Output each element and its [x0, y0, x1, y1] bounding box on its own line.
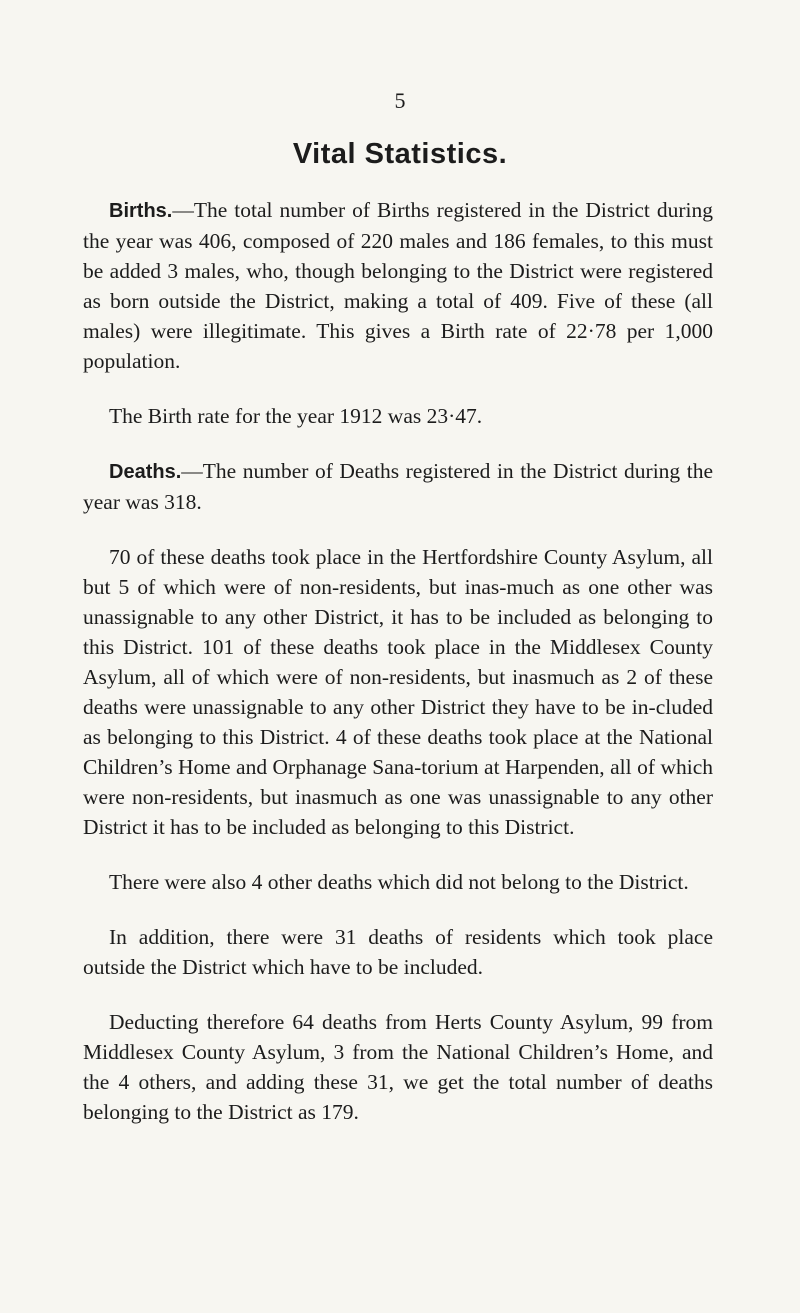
- other-deaths-text: There were also 4 other deaths which did not belong to the District.: [109, 870, 689, 894]
- deaths-run-in-heading: Deaths.: [109, 461, 182, 483]
- paragraph-other-deaths: [83, 867, 713, 897]
- deaths-text: —The number of Deaths registered in the District during the year was 318.: [83, 459, 713, 514]
- birth-rate-1912-text: The Birth rate for the year 1912 was 23·47.: [109, 404, 483, 428]
- paragraph-birth-rate-1912: [83, 401, 713, 431]
- outside-deaths-text: In addition, there were 31 deaths of residents which took place outside the District which have to be included.: [83, 925, 713, 979]
- total-deaths-text: Deducting therefore 64 deaths from Herts County Asylum, 99 from Middlesex County Asylum, 3 from the National Children’s Home, and the 4 others, and adding these 31, we get the total number of deaths belonging to the District as 179.: [83, 1010, 713, 1124]
- asylum-deaths-text: 70 of these deaths took place in the Hertfordshire County Asylum, all but 5 of which were of non-residents, but inas-much as one other was unassignable to any other District, it has to be included as belonging to this District. 101 of these deaths took place in the Middlesex County Asylum, all of which were of non-residents, but inasmuch as 2 of these deaths were unassignable to any other District they have to be in-cluded as belonging to this District. 4 of these deaths took place at the National Children’s Home and Orphanage Sana-torium at Harpenden, all of which were non-residents, but inasmuch as one was unassignable to any other District it has to be included as belonging to this District.: [83, 545, 713, 839]
- paragraph-outside-deaths: [83, 922, 713, 982]
- births-text: —The total number of Births registered in the District during the year was 406, composed of 220 males and 186 females, to this must be added 3 males, who, though belonging to the District were registered as born outside the District, making a total of 409. Five of these (all males) were illegitimate. This gives a Birth rate of 22·78 per 1,000 population.: [83, 198, 713, 373]
- births-run-in-heading: Births.: [109, 200, 173, 222]
- page-number: 5: [394, 88, 406, 113]
- body-text: [83, 195, 713, 1152]
- paragraph-total-deaths: [83, 1007, 713, 1127]
- page-title: Vital Statistics.: [292, 138, 508, 170]
- paragraph-asylum-deaths: [83, 542, 713, 842]
- paragraph-births: [83, 195, 713, 376]
- paragraph-deaths: [83, 456, 713, 517]
